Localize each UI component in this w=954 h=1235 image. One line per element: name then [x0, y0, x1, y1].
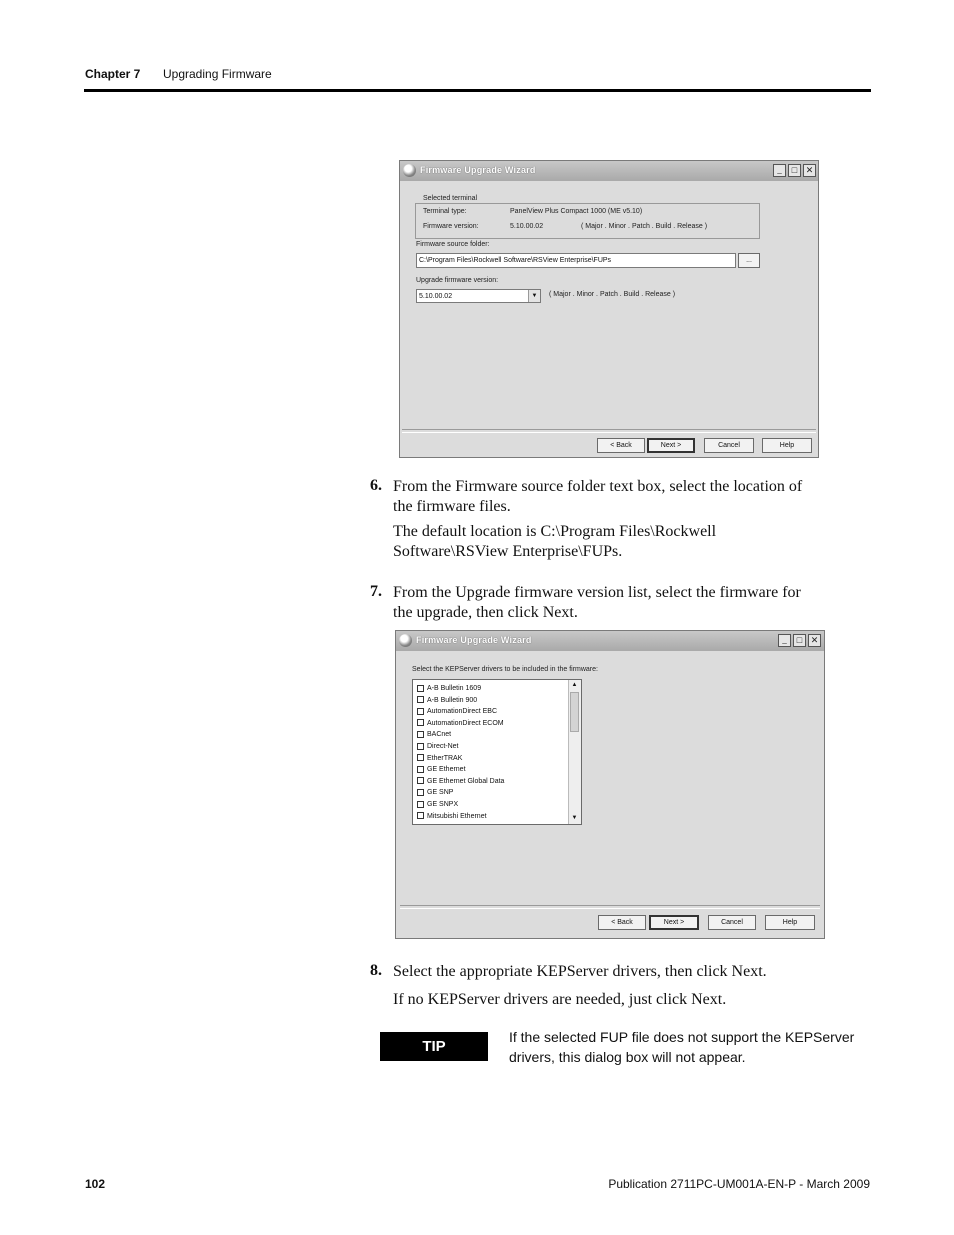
step-8-note: If no KEPServer drivers are needed, just click Next.	[393, 991, 727, 1008]
upgrade-version-value: 5.10.00.02	[419, 293, 453, 300]
publication-info: Publication 2711PC-UM001A-EN-P - March 2009	[608, 1177, 870, 1191]
help-button[interactable]: Help	[762, 438, 812, 453]
dialog-separator	[400, 905, 820, 909]
tip-text	[509, 1027, 869, 1067]
scroll-down-icon[interactable]: ▼	[571, 815, 578, 821]
firmware-version-label: Firmware version:	[423, 223, 479, 230]
driver-list-item[interactable]	[417, 799, 458, 811]
dialog-titlebar	[400, 161, 818, 181]
driver-list-item[interactable]	[417, 718, 504, 730]
chapter-title: Upgrading Firmware	[163, 67, 272, 81]
driver-checkbox[interactable]	[417, 708, 424, 715]
dialog-separator	[402, 429, 816, 433]
upgrade-version-label: Upgrade firmware version:	[416, 277, 499, 284]
minimize-icon[interactable]: _	[773, 164, 786, 177]
cancel-button[interactable]: Cancel	[704, 438, 754, 453]
driver-label: GE Ethernet	[427, 766, 466, 774]
step-6-note-line2: Software\RSView Enterprise\FUPs.	[393, 543, 623, 560]
driver-checkbox[interactable]	[417, 731, 424, 738]
dialog-titlebar	[396, 631, 824, 651]
firmware-upgrade-dialog-1	[399, 160, 819, 458]
terminal-type-value: PanelView Plus Compact 1000 (ME v5.10)	[510, 208, 643, 215]
step-7-line1: From the Upgrade firmware version list, select the firmware for	[393, 584, 801, 601]
step-7-number: 7.	[370, 583, 382, 600]
driver-label: GE SNP	[427, 789, 454, 797]
tip-line1: If the selected FUP file does not support the KEPServer	[509, 1029, 855, 1045]
driver-list-item[interactable]	[417, 787, 453, 799]
help-button[interactable]: Help	[765, 915, 815, 930]
browse-button[interactable]: ...	[738, 253, 760, 268]
driver-checkbox[interactable]	[417, 696, 424, 703]
driver-label: Mitsubishi Ethernet	[427, 812, 487, 820]
driver-list-item[interactable]	[417, 764, 466, 776]
driver-label: AutomationDirect EBC	[427, 708, 498, 716]
driver-list-item[interactable]	[417, 741, 459, 753]
driver-label: A-B Bulletin 900	[427, 696, 478, 704]
app-icon	[403, 164, 416, 177]
firmware-version-hint: ( Major . Minor . Patch . Build . Release )	[581, 223, 708, 230]
scroll-thumb[interactable]	[570, 692, 579, 732]
close-icon[interactable]: ✕	[808, 634, 821, 647]
driver-label: GE SNPX	[427, 801, 459, 808]
driver-checkbox[interactable]	[417, 789, 424, 796]
tip-badge: TIP	[380, 1032, 488, 1061]
driver-list-item[interactable]	[417, 683, 481, 695]
driver-checkbox[interactable]	[417, 743, 424, 750]
back-button[interactable]: < Back	[597, 438, 645, 453]
driver-list-item[interactable]	[417, 811, 487, 823]
app-icon	[399, 634, 412, 647]
driver-checkbox[interactable]	[417, 754, 424, 761]
group-label: Selected terminal	[423, 195, 478, 202]
next-button[interactable]: Next >	[649, 915, 699, 930]
driver-checkbox[interactable]	[417, 801, 424, 808]
driver-list-item[interactable]	[417, 695, 477, 707]
driver-label: AutomationDirect ECOM	[427, 719, 504, 727]
step-8-number: 8.	[370, 962, 382, 979]
driver-checkbox[interactable]	[417, 812, 424, 819]
step-8-line1: Select the appropriate KEPServer drivers, then click Next.	[393, 963, 767, 980]
driver-checkbox[interactable]	[417, 766, 424, 773]
upgrade-version-select[interactable]	[416, 289, 541, 303]
chevron-down-icon[interactable]: ▼	[528, 290, 540, 302]
cancel-button[interactable]: Cancel	[708, 915, 756, 930]
close-icon[interactable]: ✕	[803, 164, 816, 177]
source-folder-input[interactable]: C:\Program Files\Rockwell Software\RSView Enterprise\FUPs	[416, 253, 736, 268]
step-6-number: 6.	[370, 477, 382, 494]
header-rule	[84, 89, 871, 92]
drivers-list[interactable]	[412, 679, 582, 825]
upgrade-version-hint: ( Major . Minor . Patch . Build . Release )	[549, 291, 676, 298]
driver-list-item[interactable]	[417, 729, 451, 741]
maximize-icon[interactable]: □	[793, 634, 806, 647]
dialog-title: Firmware Upgrade Wizard	[416, 635, 532, 645]
driver-checkbox[interactable]	[417, 777, 424, 784]
driver-checkbox[interactable]	[417, 685, 424, 692]
driver-label: A-B Bulletin 1609	[427, 685, 482, 692]
minimize-icon[interactable]: _	[778, 634, 791, 647]
step-7-line2: the upgrade, then click Next.	[393, 604, 578, 621]
source-folder-label: Firmware source folder:	[416, 241, 490, 248]
driver-checkbox[interactable]	[417, 719, 424, 726]
tip-line2: drivers, this dialog box will not appear.	[509, 1049, 746, 1065]
driver-list-item[interactable]	[417, 776, 504, 788]
back-button[interactable]: < Back	[598, 915, 646, 930]
firmware-version-value: 5.10.00.02	[510, 223, 544, 230]
dialog-title: Firmware Upgrade Wizard	[420, 165, 536, 175]
step-6-line1: From the Firmware source folder text box, select the location of	[393, 478, 803, 495]
drivers-instruction: Select the KEPServer drivers to be included in the firmware:	[412, 666, 598, 673]
scroll-up-icon[interactable]: ▲	[571, 682, 578, 688]
maximize-icon[interactable]: □	[788, 164, 801, 177]
step-6-note-line1: The default location is C:\Program Files\Rockwell	[393, 523, 717, 540]
list-scrollbar[interactable]	[568, 680, 581, 824]
page-number: 102	[85, 1177, 106, 1191]
driver-label: EtherTRAK	[427, 754, 463, 762]
driver-label: Direct-Net	[427, 743, 459, 750]
terminal-type-label: Terminal type:	[423, 208, 467, 215]
driver-label: GE Ethernet Global Data	[427, 777, 505, 785]
firmware-upgrade-dialog-2	[395, 630, 825, 939]
step-6-line2: the firmware files.	[393, 498, 511, 515]
driver-list-item[interactable]	[417, 706, 497, 718]
chapter-label: Chapter 7	[85, 67, 141, 81]
next-button[interactable]: Next >	[647, 438, 695, 453]
driver-list-item[interactable]	[417, 753, 462, 765]
driver-label: BACnet	[427, 731, 452, 739]
